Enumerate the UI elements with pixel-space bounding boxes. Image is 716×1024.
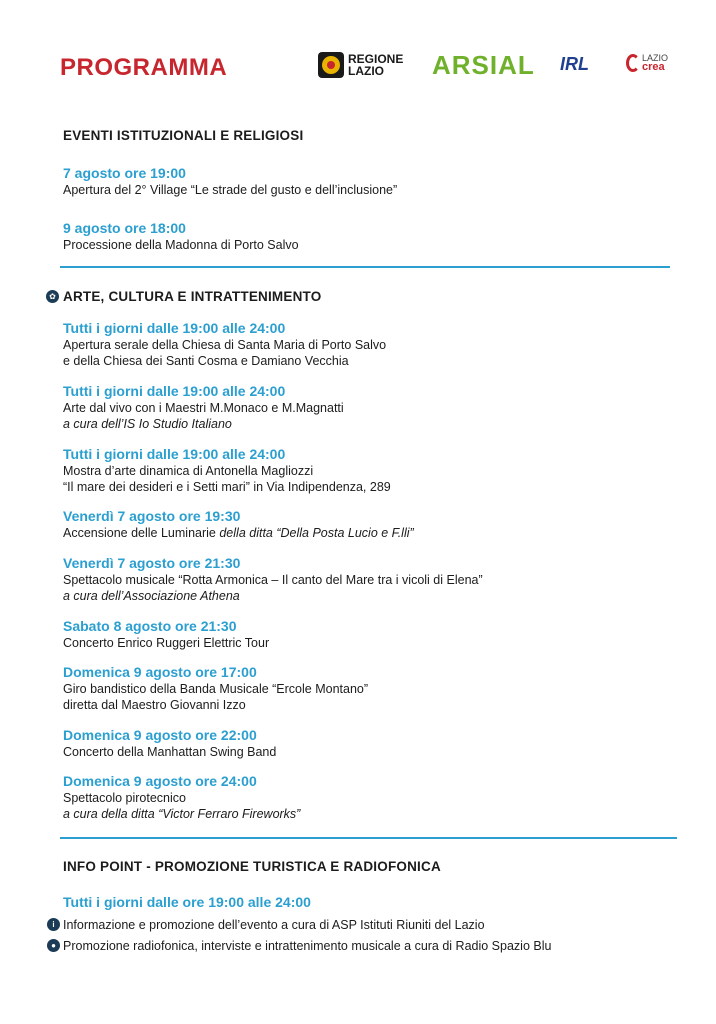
event-item bbox=[63, 772, 683, 822]
event-item bbox=[63, 554, 683, 604]
event-description-2: diretta dal Maestro Giovanni Izzo bbox=[63, 698, 246, 712]
event-date: 9 agosto ore 18:00 bbox=[63, 220, 186, 236]
page-title: PROGRAMMA bbox=[60, 54, 228, 81]
event-date: Domenica 9 agosto ore 17:00 bbox=[63, 664, 257, 680]
event-date: Venerdì 7 agosto ore 19:30 bbox=[63, 508, 241, 524]
event-date: Tutti i giorni dalle 19:00 alle 24:00 bbox=[63, 320, 286, 336]
event-item bbox=[63, 507, 683, 541]
event-description: Accensione delle Luminarie bbox=[63, 526, 216, 540]
regione-lazio-logo bbox=[318, 52, 408, 78]
event-date: 7 agosto ore 19:00 bbox=[63, 165, 186, 181]
regione-logo-line2: LAZIO bbox=[348, 64, 384, 78]
event-description: Apertura serale della Chiesa di Santa Maria di Porto Salvo bbox=[63, 338, 387, 352]
lazio-crea-line1: LAZIO bbox=[642, 53, 669, 63]
event-organizer: a cura dell’Associazione Athena bbox=[63, 589, 240, 603]
regione-lazio-emblem-icon bbox=[318, 52, 344, 78]
section-title-info-point: INFO POINT - PROMOZIONE TURISTICA E RADIOFONICA bbox=[63, 859, 441, 874]
microphone-icon: ● bbox=[47, 939, 60, 952]
event-description: Concerto Enrico Ruggeri Elettric Tour bbox=[63, 636, 270, 650]
event-item bbox=[63, 382, 683, 432]
regione-logo-line1: REGIONE bbox=[348, 52, 404, 66]
event-date: Domenica 9 agosto ore 24:00 bbox=[63, 773, 257, 789]
lazio-crea-c-icon bbox=[626, 54, 640, 72]
event-organizer: a cura della ditta “Victor Ferraro Fireworks” bbox=[63, 807, 301, 821]
event-item bbox=[63, 164, 683, 198]
event-description: Mostra d’arte dinamica di Antonella Magliozzi bbox=[63, 464, 314, 478]
section-title-arte: ARTE, CULTURA E INTRATTENIMENTO bbox=[63, 289, 322, 304]
lazio-crea-line2: crea bbox=[642, 61, 665, 73]
event-organizer: della ditta “Della Posta Lucio e F.lli” bbox=[219, 526, 414, 540]
event-description: Giro bandistico della Banda Musicale “Ercole Montano” bbox=[63, 682, 369, 696]
event-description: Processione della Madonna di Porto Salvo bbox=[63, 238, 299, 252]
section-title-istituzionali: EVENTI ISTITUZIONALI E RELIGIOSI bbox=[63, 128, 304, 143]
section-divider bbox=[60, 837, 677, 839]
event-organizer: a cura dell’IS Io Studio Italiano bbox=[63, 417, 232, 431]
section-divider bbox=[60, 266, 670, 268]
event-item bbox=[63, 219, 683, 253]
event-item bbox=[63, 663, 683, 713]
event-description: Spettacolo musicale “Rotta Armonica – Il canto del Mare tra i vicoli di Elena” bbox=[63, 573, 483, 587]
event-item bbox=[63, 893, 683, 911]
event-item bbox=[63, 726, 683, 760]
event-item bbox=[63, 617, 683, 651]
event-date: Sabato 8 agosto ore 21:30 bbox=[63, 618, 237, 634]
info-icon: i bbox=[47, 918, 60, 931]
arsial-logo: ARSIAL bbox=[432, 50, 535, 80]
event-description: Arte dal vivo con i Maestri M.Monaco e M.Magnatti bbox=[63, 401, 344, 415]
irl-logo-text: IRL bbox=[560, 54, 589, 74]
event-description-2: “Il mare dei desideri e i Setti mari” in Via Indipendenza, 289 bbox=[63, 480, 391, 494]
event-description-2: e della Chiesa dei Santi Cosma e Damiano Vecchia bbox=[63, 354, 349, 368]
event-item bbox=[63, 445, 683, 495]
lazio-crea-logo bbox=[626, 54, 668, 72]
info-point-item: Informazione e promozione dell’evento a cura di ASP Istituti Riuniti del Lazio bbox=[63, 918, 485, 932]
event-description: Apertura del 2° Village “Le strade del gusto e dell’inclusione” bbox=[63, 183, 398, 197]
event-description: Concerto della Manhattan Swing Band bbox=[63, 745, 277, 759]
event-date: Tutti i giorni dalle 19:00 alle 24:00 bbox=[63, 446, 286, 462]
event-date: Tutti i giorni dalle 19:00 alle 24:00 bbox=[63, 383, 286, 399]
page-header bbox=[0, 48, 716, 92]
event-date: Tutti i giorni dalle ore 19:00 alle 24:00 bbox=[63, 894, 311, 910]
event-date: Domenica 9 agosto ore 22:00 bbox=[63, 727, 257, 743]
irl-logo bbox=[560, 54, 589, 75]
info-point-item: Promozione radiofonica, interviste e intrattenimento musicale a cura di Radio Spazio Blu bbox=[63, 939, 552, 953]
event-item bbox=[63, 319, 683, 369]
event-date: Venerdì 7 agosto ore 21:30 bbox=[63, 555, 241, 571]
palette-icon: ✿ bbox=[46, 290, 59, 303]
event-description: Spettacolo pirotecnico bbox=[63, 791, 186, 805]
